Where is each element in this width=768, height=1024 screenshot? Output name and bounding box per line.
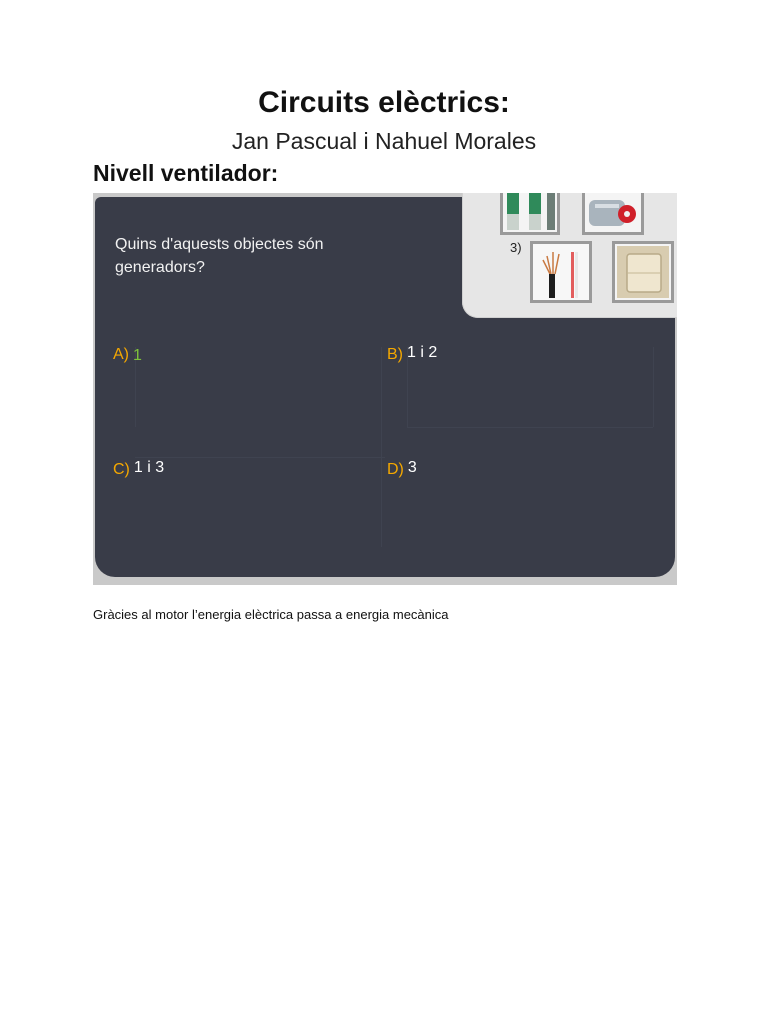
caption-text: Gràcies al motor l’energia elèctrica passa a energia mecànica — [93, 607, 449, 622]
option-value: 3 — [407, 459, 417, 476]
quiz-screenshot — [93, 193, 677, 585]
option-value: 1 i 3 — [133, 459, 165, 476]
cable-image — [530, 241, 592, 303]
document-authors: Jan Pascual i Nahuel Morales — [231, 128, 537, 154]
batteries-image — [500, 193, 560, 235]
cell-divider — [135, 457, 385, 458]
option-letter: D) — [387, 461, 404, 478]
image-label-3: 3) — [510, 240, 522, 255]
objects-image-panel — [462, 193, 677, 318]
cell-divider — [381, 347, 382, 547]
motor-image — [582, 193, 644, 235]
answer-option-c[interactable] — [113, 461, 164, 479]
option-value: 1 i 2 — [407, 344, 438, 361]
answer-option-a[interactable] — [113, 346, 142, 364]
quiz-question: Quins d'aquests objectes són generadors? — [115, 236, 324, 276]
cell-divider — [653, 347, 654, 427]
cell-divider — [407, 427, 653, 428]
option-letter: B) — [387, 346, 403, 363]
level-heading: Nivell ventilador: — [93, 160, 279, 186]
option-letter: C) — [113, 461, 130, 478]
option-value: 1 — [133, 347, 142, 364]
answer-option-b[interactable] — [387, 346, 437, 364]
document-title: Circuits elèctrics: — [258, 86, 510, 119]
answer-option-d[interactable] — [387, 461, 417, 479]
switch-image — [612, 241, 674, 303]
option-letter: A) — [113, 346, 129, 363]
